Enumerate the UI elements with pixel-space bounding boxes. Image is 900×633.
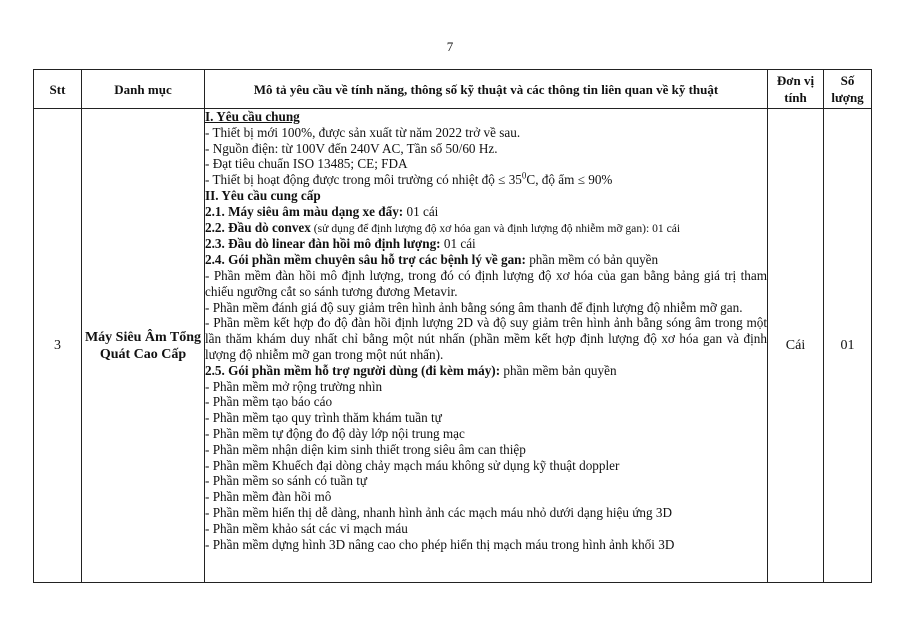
item-2-5-text: phần mềm bản quyền [500,362,617,378]
general-line-environment [205,172,767,188]
item-2-5-line: - Phần mềm tự động đo độ dày lớp nội trung mạc [205,425,465,441]
cell-stt: 3 [34,109,82,583]
env-prefix: - Thiết bị hoạt động được trong môi trường có nhiệt độ ≤ 35 [205,172,522,188]
general-line: - Đạt tiêu chuẩn ISO 13485; CE; FDA [205,156,408,172]
item-2-2 [205,220,767,237]
cell-category: Máy Siêu Âm Tổng Quát Cao Cấp [82,109,205,583]
item-2-5-line: - Phần mềm mở rộng trường nhìn [205,378,383,394]
item-2-3 [205,236,767,252]
header-unit: Đơn vị tính [768,70,824,109]
env-superscript: 0 [521,170,527,181]
item-2-2-text: (sử dụng để định lượng độ xơ hóa gan và định lượng độ nhiễm mỡ gan): 01 cái [310,221,681,235]
item-2-5-line: - Phần mềm hiển thị dễ dàng, nhanh hình ảnh các mạch máu nhỏ dưới dạng hiệu ứng 3D [205,504,672,520]
item-2-4-line: - Phần mềm kết hợp đo độ đàn hồi định lượng 2D và độ suy giảm trên hình ảnh bằng sóng âm trong một lần thăm khám duy nhất chỉ bằng một nút nhấn (phần mềm kết hợp định lượng độ xơ hóa gan và định lượng độ nhiễm mỡ gan trong một nút nhấn). [205,315,767,362]
page-number: 7 [446,39,454,54]
item-2-5-line: - Phần mềm tạo báo cáo [205,394,333,410]
item-2-4 [205,252,767,268]
item-2-5-line: - Phần mềm đàn hồi mô [205,489,332,505]
spec-table [33,69,872,583]
table-row [34,109,872,583]
item-2-5-line: - Phần mềm Khuếch đại dòng chảy mạch máu không sử dụng kỹ thuật doppler [205,457,620,473]
cell-description [205,109,768,583]
item-2-4-title: 2.4. Gói phần mềm chuyên sâu hỗ trợ các bệnh lý về gan: [205,252,526,268]
section-supply-title: II. Yêu cầu cung cấp [205,187,321,203]
item-2-3-title: 2.3. Đầu dò linear đàn hồi mô định lượng: [205,236,441,252]
general-line: - Thiết bị mới 100%, được sản xuất từ năm 2022 trở về sau. [205,124,521,140]
env-suffix: C, độ ẩm ≤ 90% [526,172,613,188]
item-2-2-title: 2.2. Đầu dò convex [205,219,311,235]
header-quantity: Số lượng [824,70,872,109]
item-2-4-line: - Phần mềm đàn hồi mô định lượng, trong đó có định lượng độ xơ hóa của gan bằng bảng giá trị tham chiếu ngưỡng cắt so sánh tương đương Metavir. [205,267,767,299]
cell-unit: Cái [768,109,824,583]
item-2-4-line: - Phần mềm đánh giá độ suy giảm trên hình ảnh bằng sóng âm thanh để định lượng độ nhiễm mỡ gan. [205,299,743,315]
item-2-5-line: - Phần mềm tạo quy trình thăm khám tuần tự [205,410,442,426]
item-2-4-text: phần mềm có bản quyền [525,252,659,268]
item-2-1-title: 2.1. Máy siêu âm màu dạng xe đẩy: [205,203,404,219]
cell-quantity: 01 [824,109,872,583]
item-2-5 [205,363,767,379]
header-stt: Stt [34,70,82,109]
item-2-1 [205,204,767,220]
item-2-5-line: - Phần mềm so sánh có tuần tự [205,473,368,489]
general-line: - Nguồn điện: từ 100V đến 240V AC, Tần số 50/60 Hz. [205,140,498,156]
item-2-5-line: - Phần mềm dựng hình 3D nâng cao cho phép hiển thị mạch máu trong hình ảnh khối 3D [205,536,675,552]
item-2-5-title: 2.5. Gói phần mềm hỗ trợ người dùng (đi kèm máy): [205,362,501,378]
table-header-row [34,70,872,109]
header-description: Mô tả yêu cầu về tính năng, thông số kỹ thuật và các thông tin liên quan về kỹ thuật [205,70,768,109]
section-general-title: I. Yêu cầu chung [205,109,300,124]
item-2-3-text: 01 cái [440,236,476,252]
item-2-5-line: - Phần mềm khảo sát các vi mạch máu [205,520,408,536]
item-2-5-line: - Phần mềm nhận diện kim sinh thiết trong siêu âm can thiệp [205,441,526,457]
item-2-1-text: 01 cái [403,203,439,219]
header-category: Danh mục [82,70,205,109]
